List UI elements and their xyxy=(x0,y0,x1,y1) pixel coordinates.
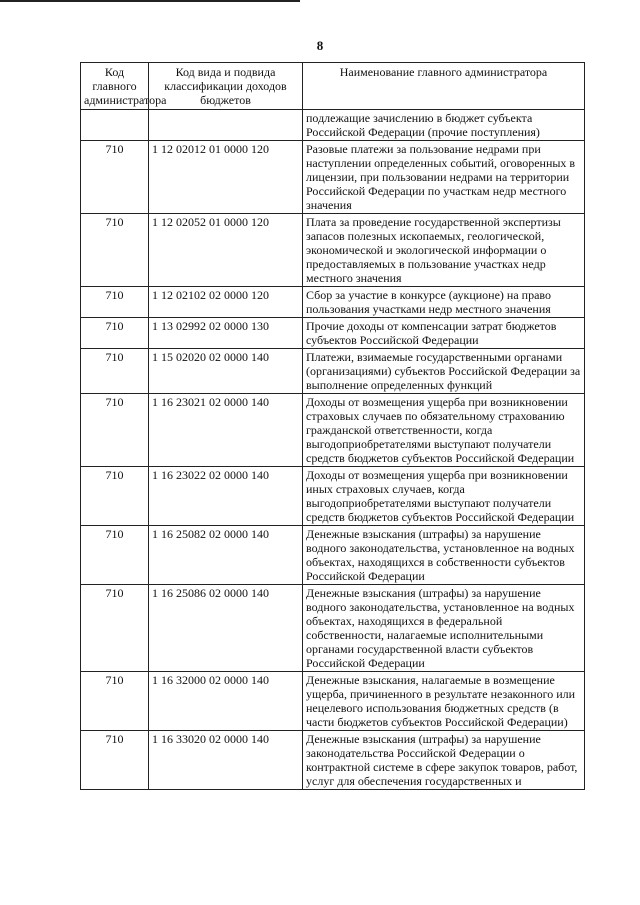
income-code-cell: 1 16 33020 02 0000 140 xyxy=(149,731,303,790)
admin-name-cell: Платежи, взимаемые государственными органами (организациями) субъектов Российской Федерации за выполнение определенных функций xyxy=(303,349,585,394)
income-code-cell: 1 16 25086 02 0000 140 xyxy=(149,585,303,672)
income-code-cell: 1 12 02012 01 0000 120 xyxy=(149,141,303,214)
table-row xyxy=(81,394,585,467)
top-rule xyxy=(0,0,300,2)
admin-name-cell: Доходы от возмещения ущерба при возникновении иных страховых случаев, когда выгодоприобретателями выступают получатели средств бюджетов субъектов Российской Федерации xyxy=(303,467,585,526)
admin-code-cell: 710 xyxy=(81,526,149,585)
header-admin-name: Наименование главного администратора xyxy=(303,63,585,110)
income-code-cell xyxy=(149,110,303,141)
admin-code-cell: 710 xyxy=(81,585,149,672)
header-income-code: Код вида и подвида классификации доходов бюджетов xyxy=(149,63,303,110)
admin-code-cell: 710 xyxy=(81,318,149,349)
income-code-cell: 1 16 23021 02 0000 140 xyxy=(149,394,303,467)
table-row xyxy=(81,318,585,349)
admin-name-cell: Разовые платежи за пользование недрами при наступлении определенных событий, оговоренных в лицензии, при пользовании недрами на территории Российской Федерации по участкам недр местного значения xyxy=(303,141,585,214)
admin-code-cell: 710 xyxy=(81,349,149,394)
admin-name-cell: Денежные взыскания (штрафы) за нарушение водного законодательства, установленное на водных объектах, находящихся в собственности субъектов Российской Федерации xyxy=(303,526,585,585)
table-row xyxy=(81,731,585,790)
table-row xyxy=(81,110,585,141)
admin-code-cell: 710 xyxy=(81,731,149,790)
admin-name-cell: Денежные взыскания, налагаемые в возмещение ущерба, причиненного в результате незаконного или нецелевого использования бюджетных средств (в части бюджетов субъектов Российской Федерации) xyxy=(303,672,585,731)
income-code-cell: 1 12 02052 01 0000 120 xyxy=(149,214,303,287)
table-row xyxy=(81,467,585,526)
table-row xyxy=(81,214,585,287)
table-row xyxy=(81,526,585,585)
admin-code-cell xyxy=(81,110,149,141)
table-row xyxy=(81,287,585,318)
income-code-cell: 1 13 02992 02 0000 130 xyxy=(149,318,303,349)
income-code-cell: 1 12 02102 02 0000 120 xyxy=(149,287,303,318)
table-row xyxy=(81,585,585,672)
admin-code-cell: 710 xyxy=(81,287,149,318)
table-row xyxy=(81,672,585,731)
table-row xyxy=(81,349,585,394)
administrators-table xyxy=(80,62,585,790)
header-admin-code: Код главного администратора xyxy=(81,63,149,110)
page-number: 8 xyxy=(316,38,324,53)
admin-code-cell: 710 xyxy=(81,394,149,467)
admin-name-cell: подлежащие зачислению в бюджет субъекта Российской Федерации (прочие поступления) xyxy=(303,110,585,141)
income-code-cell: 1 16 25082 02 0000 140 xyxy=(149,526,303,585)
admin-code-cell: 710 xyxy=(81,214,149,287)
income-code-cell: 1 15 02020 02 0000 140 xyxy=(149,349,303,394)
admin-name-cell: Плата за проведение государственной экспертизы запасов полезных ископаемых, геологической, экономической и экологической информации о предоставляемых в пользование участках недр местного значения xyxy=(303,214,585,287)
admin-code-cell: 710 xyxy=(81,467,149,526)
admin-name-cell: Сбор за участие в конкурсе (аукционе) на право пользования участками недр местного значения xyxy=(303,287,585,318)
admin-code-cell: 710 xyxy=(81,141,149,214)
admin-name-cell: Денежные взыскания (штрафы) за нарушение водного законодательства, установленное на водных объектах, находящихся в федеральной собственности, налагаемые исполнительными органами государственной власти субъектов Российской Федерации xyxy=(303,585,585,672)
admin-name-cell: Прочие доходы от компенсации затрат бюджетов субъектов Российской Федерации xyxy=(303,318,585,349)
income-code-cell: 1 16 32000 02 0000 140 xyxy=(149,672,303,731)
table-row xyxy=(81,141,585,214)
table-body xyxy=(81,110,585,790)
admin-name-cell: Доходы от возмещения ущерба при возникновении страховых случаев по обязательному страхованию гражданской ответственности, когда выгодоприобретателями выступают получатели средств бюджетов субъектов Российской Федерации xyxy=(303,394,585,467)
income-code-cell: 1 16 23022 02 0000 140 xyxy=(149,467,303,526)
table-header-row xyxy=(81,63,585,110)
admin-code-cell: 710 xyxy=(81,672,149,731)
admin-name-cell: Денежные взыскания (штрафы) за нарушение законодательства Российской Федерации о контрактной системе в сфере закупок товаров, работ, услуг для обеспечения государственных и xyxy=(303,731,585,790)
